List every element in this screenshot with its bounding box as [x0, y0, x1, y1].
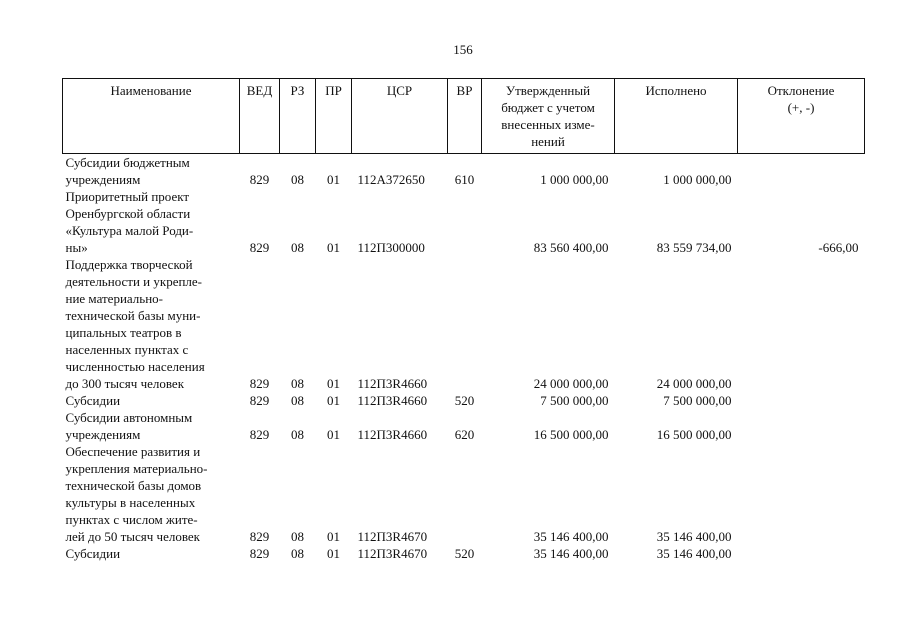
table-row [63, 154, 865, 189]
row-deviation [738, 392, 865, 409]
row-ved: 829 [249, 376, 270, 391]
row-rz: 08 [291, 529, 304, 544]
row-name: Поддержка творческой деятельности и укрепле- ние материально- технической базы муни- ципальных театров в населенных пунктах с численностью населения до 300 тысяч человек [65, 257, 205, 391]
row-vr [448, 188, 482, 256]
header-pr: ПР [316, 79, 352, 154]
header-name: Наименование [63, 79, 240, 154]
row-rz: 08 [291, 427, 304, 442]
row-executed: 35 146 400,00 [656, 529, 732, 544]
row-executed: 83 559 734,00 [656, 240, 732, 255]
table-row [63, 188, 865, 256]
row-executed: 24 000 000,00 [656, 376, 732, 391]
row-deviation: -666,00 [818, 240, 859, 255]
row-name: Субсидии [65, 393, 121, 408]
header-approved: Утвержденный бюджет с учетом внесенных изме- нений [482, 79, 615, 154]
row-approved: 1 000 000,00 [540, 172, 609, 187]
row-approved: 24 000 000,00 [533, 376, 609, 391]
row-name: Субсидии [65, 546, 121, 561]
header-deviation: Отклонение (+, -) [738, 79, 865, 154]
row-csr: 112П3R4670 [357, 546, 428, 561]
table-row [63, 443, 865, 545]
header-executed: Исполнено [615, 79, 738, 154]
header-rz: РЗ [280, 79, 316, 154]
header-ved: ВЕД [240, 79, 280, 154]
row-name: Субсидии бюджетным учреждениям [65, 155, 190, 187]
row-approved: 83 560 400,00 [533, 240, 609, 255]
table-row [63, 545, 865, 562]
row-name: Приоритетный проект Оренбургской области «Культура малой Роди- ны» [65, 189, 194, 255]
row-pr: 01 [327, 393, 340, 408]
row-pr: 01 [327, 529, 340, 544]
row-vr [448, 256, 482, 392]
row-name: Субсидии автономным учреждениям [65, 410, 193, 442]
row-vr: 610 [454, 172, 475, 187]
row-deviation [738, 154, 865, 189]
row-approved: 16 500 000,00 [533, 427, 609, 442]
row-deviation [738, 409, 865, 443]
row-approved: 35 146 400,00 [533, 546, 609, 561]
row-executed: 35 146 400,00 [656, 546, 732, 561]
row-pr: 01 [327, 427, 340, 442]
row-vr: 620 [454, 427, 475, 442]
row-pr: 01 [327, 376, 340, 391]
row-deviation [738, 256, 865, 392]
row-csr: 112П3R4660 [357, 393, 428, 408]
row-ved: 829 [249, 393, 270, 408]
row-ved: 829 [249, 172, 270, 187]
table-row [63, 409, 865, 443]
row-executed: 1 000 000,00 [663, 172, 732, 187]
row-csr: 112А372650 [357, 172, 425, 187]
row-ved: 829 [249, 546, 270, 561]
row-csr: 112П300000 [357, 240, 425, 255]
row-pr: 01 [327, 546, 340, 561]
row-pr: 01 [327, 240, 340, 255]
row-ved: 829 [249, 427, 270, 442]
row-rz: 08 [291, 546, 304, 561]
row-pr: 01 [327, 172, 340, 187]
row-executed: 16 500 000,00 [656, 427, 732, 442]
table-header-row [63, 79, 865, 154]
row-ved: 829 [249, 240, 270, 255]
header-csr: ЦСР [352, 79, 448, 154]
page-number: 156 [453, 42, 473, 57]
row-vr: 520 [454, 393, 475, 408]
row-csr: 112П3R4660 [357, 376, 428, 391]
row-csr: 112П3R4670 [357, 529, 428, 544]
row-vr: 520 [454, 546, 475, 561]
row-approved: 7 500 000,00 [540, 393, 609, 408]
row-approved: 35 146 400,00 [533, 529, 609, 544]
row-csr: 112П3R4660 [357, 427, 428, 442]
row-deviation [738, 545, 865, 562]
header-vr: ВР [448, 79, 482, 154]
row-name: Обеспечение развития и укрепления материально- технической базы домов культуры в населенных пунктах с числом жите- лей до 50 тысяч человек [65, 444, 208, 544]
row-vr [448, 443, 482, 545]
row-rz: 08 [291, 393, 304, 408]
row-executed: 7 500 000,00 [663, 393, 732, 408]
table-row [63, 392, 865, 409]
table-row [63, 256, 865, 392]
row-rz: 08 [291, 240, 304, 255]
row-ved: 829 [249, 529, 270, 544]
row-rz: 08 [291, 172, 304, 187]
row-rz: 08 [291, 376, 304, 391]
budget-table [62, 78, 865, 562]
row-deviation [738, 443, 865, 545]
